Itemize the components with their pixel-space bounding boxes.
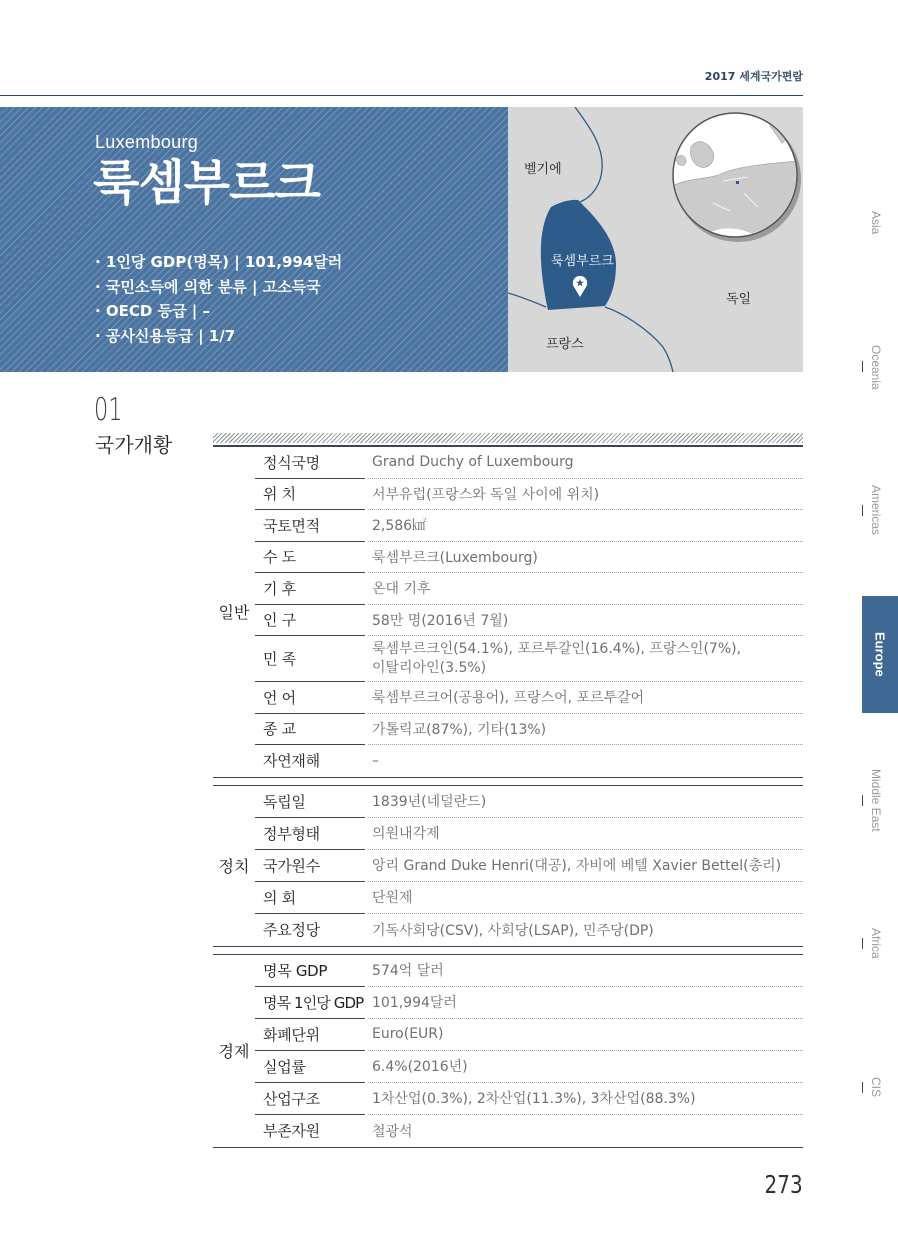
row-value: 101,994달러 bbox=[368, 987, 803, 1019]
row-value: 앙리 Grand Duke Henri(대공), 자비에 베텔 Xavier Bettel(총리) bbox=[368, 850, 803, 882]
row-value: 철광석 bbox=[372, 1123, 413, 1140]
table-row bbox=[255, 479, 803, 511]
row-value: 1839년(네덜란드) bbox=[368, 786, 803, 818]
border-line-belgium-germany bbox=[575, 107, 602, 202]
group-rows bbox=[255, 955, 803, 1147]
row-label: 종 교 bbox=[255, 714, 365, 746]
side-tab-label: Asia bbox=[869, 210, 883, 235]
group-economy bbox=[213, 955, 803, 1147]
map-graphic bbox=[508, 107, 803, 372]
side-tab-label: Americas bbox=[869, 484, 883, 535]
country-name-english: Luxembourg bbox=[95, 132, 199, 152]
row-label: 언 어 bbox=[255, 682, 365, 714]
key-facts bbox=[95, 250, 342, 349]
side-tab-africa bbox=[858, 920, 894, 966]
side-tab-label: Oceania bbox=[869, 345, 883, 390]
side-tab-label: Africa bbox=[869, 927, 883, 959]
row-value: 룩셈부르크(Luxembourg) bbox=[368, 542, 803, 574]
side-tab-middle-east bbox=[858, 765, 894, 835]
group-rows bbox=[255, 786, 803, 946]
table-row bbox=[255, 682, 803, 714]
row-value: 단원제 bbox=[368, 882, 803, 914]
fact-income-class: · 국민소득에 의한 분류 | 고소득국 bbox=[95, 277, 321, 296]
row-value: 6.4%(2016년) bbox=[368, 1051, 803, 1083]
map-label-france: 프랑스 bbox=[546, 337, 584, 352]
table-row bbox=[255, 605, 803, 637]
row-label: 주요정당 bbox=[263, 921, 320, 939]
row-label: 정식국명 bbox=[255, 447, 365, 479]
row-label: 독립일 bbox=[255, 786, 365, 818]
row-value: 2,586㎢ bbox=[368, 510, 803, 542]
row-label: 명목 GDP bbox=[255, 955, 365, 987]
side-tab-label: CIS bbox=[869, 1076, 883, 1097]
group-rows bbox=[255, 447, 803, 777]
table-row bbox=[255, 818, 803, 850]
table-row bbox=[255, 1115, 803, 1147]
row-value: 온대 기후 bbox=[368, 573, 803, 605]
country-banner bbox=[0, 107, 508, 372]
row-value: 58만 명(2016년 7월) bbox=[368, 605, 803, 637]
row-label: 부존자원 bbox=[263, 1122, 320, 1140]
table-row bbox=[255, 914, 803, 946]
group-separator bbox=[213, 777, 803, 786]
table-row bbox=[255, 542, 803, 574]
row-value: – bbox=[372, 752, 379, 769]
table-row bbox=[255, 447, 803, 479]
row-label: 정부형태 bbox=[255, 818, 365, 850]
group-separator bbox=[213, 946, 803, 955]
row-label: 국토면적 bbox=[255, 510, 365, 542]
row-label: 민 족 bbox=[255, 636, 365, 682]
row-value: 1차산업(0.3%), 2차산업(11.3%), 3차산업(88.3%) bbox=[368, 1083, 803, 1115]
map-label-luxembourg: 룩셈부르크 bbox=[551, 254, 614, 269]
row-value-line: 룩셈부르크인(54.1%), 포르투갈인(16.4%), 프랑스인(7%), bbox=[372, 640, 742, 657]
side-tab-label: Europe bbox=[872, 632, 888, 677]
row-value-line: 이탈리아인(3.5%) bbox=[372, 659, 487, 676]
row-value: Euro(EUR) bbox=[368, 1019, 803, 1051]
row-label: 화폐단위 bbox=[255, 1019, 365, 1051]
section-title: 국가개황 bbox=[95, 433, 173, 457]
locator-map bbox=[508, 107, 803, 372]
table-row bbox=[255, 955, 803, 987]
row-label: 실업률 bbox=[255, 1051, 365, 1083]
table-hatch-bar bbox=[213, 433, 803, 443]
row-label: 기 후 bbox=[255, 573, 365, 605]
fact-oecd-grade: · OECD 등급 | – bbox=[95, 302, 211, 321]
row-label: 산업구조 bbox=[255, 1083, 365, 1115]
row-value: 574억 달러 bbox=[368, 955, 803, 987]
category-label: 경제 bbox=[218, 1042, 250, 1061]
row-value: 의원내각제 bbox=[368, 818, 803, 850]
country-name-korean: 룩셈부르크 bbox=[93, 155, 320, 211]
row-value: 가톨릭교(87%), 기타(13%) bbox=[368, 714, 803, 746]
country-overview-table bbox=[213, 433, 803, 1148]
row-label: 국가원수 bbox=[255, 850, 365, 882]
row-value: 기독사회당(CSV), 사회당(LSAP), 민주당(DP) bbox=[372, 922, 654, 939]
row-label: 위 치 bbox=[255, 479, 365, 511]
side-tab-oceania bbox=[858, 340, 894, 395]
table-row bbox=[255, 636, 803, 682]
row-label: 명목 1인당 GDP bbox=[255, 987, 365, 1019]
side-tab-europe bbox=[862, 596, 898, 713]
row-label: 의 회 bbox=[255, 882, 365, 914]
side-tab-americas bbox=[858, 480, 894, 540]
table-row bbox=[255, 882, 803, 914]
fact-credit-grade: · 공사신용등급 | 1/7 bbox=[95, 327, 236, 346]
globe-icon bbox=[673, 111, 802, 243]
category-label: 일반 bbox=[218, 603, 250, 623]
table-row bbox=[255, 745, 803, 777]
category-label: 정치 bbox=[218, 857, 250, 876]
map-label-belgium: 벨기에 bbox=[524, 162, 562, 177]
page-number: 273 bbox=[764, 1170, 803, 1199]
table-row bbox=[255, 510, 803, 542]
group-politics bbox=[213, 786, 803, 946]
book-title: 2017 세계국가편람 bbox=[704, 70, 803, 83]
table-row bbox=[255, 714, 803, 746]
row-value bbox=[368, 636, 803, 682]
table-row bbox=[255, 573, 803, 605]
table-row bbox=[255, 1083, 803, 1115]
table-row bbox=[255, 850, 803, 882]
side-tab-asia bbox=[858, 200, 894, 245]
side-tab-cis bbox=[858, 1072, 894, 1102]
table-row bbox=[255, 786, 803, 818]
group-general bbox=[213, 447, 803, 777]
row-value: 서부유럽(프랑스와 독일 사이에 위치) bbox=[368, 479, 803, 511]
row-label: 자연재해 bbox=[263, 752, 320, 771]
side-tab-label: Middle East bbox=[869, 768, 883, 832]
table-row bbox=[255, 1051, 803, 1083]
table-bottom-rule bbox=[213, 1147, 803, 1148]
table-row bbox=[255, 1019, 803, 1051]
fact-gdp-per-capita: · 1인당 GDP(명목) | 101,994달러 bbox=[95, 253, 343, 271]
row-value: Grand Duchy of Luxembourg bbox=[368, 447, 803, 479]
border-line-france-germany bbox=[605, 307, 673, 372]
table-row bbox=[255, 987, 803, 1019]
row-label: 인 구 bbox=[255, 605, 365, 637]
border-line-france-belgium bbox=[508, 293, 546, 307]
map-label-germany: 독일 bbox=[726, 292, 752, 307]
row-value: 룩셈부르크어(공용어), 프랑스어, 포르투갈어 bbox=[368, 682, 803, 714]
header-rule bbox=[0, 95, 803, 96]
row-label: 수 도 bbox=[255, 542, 365, 574]
section-number: 01 bbox=[94, 392, 123, 428]
